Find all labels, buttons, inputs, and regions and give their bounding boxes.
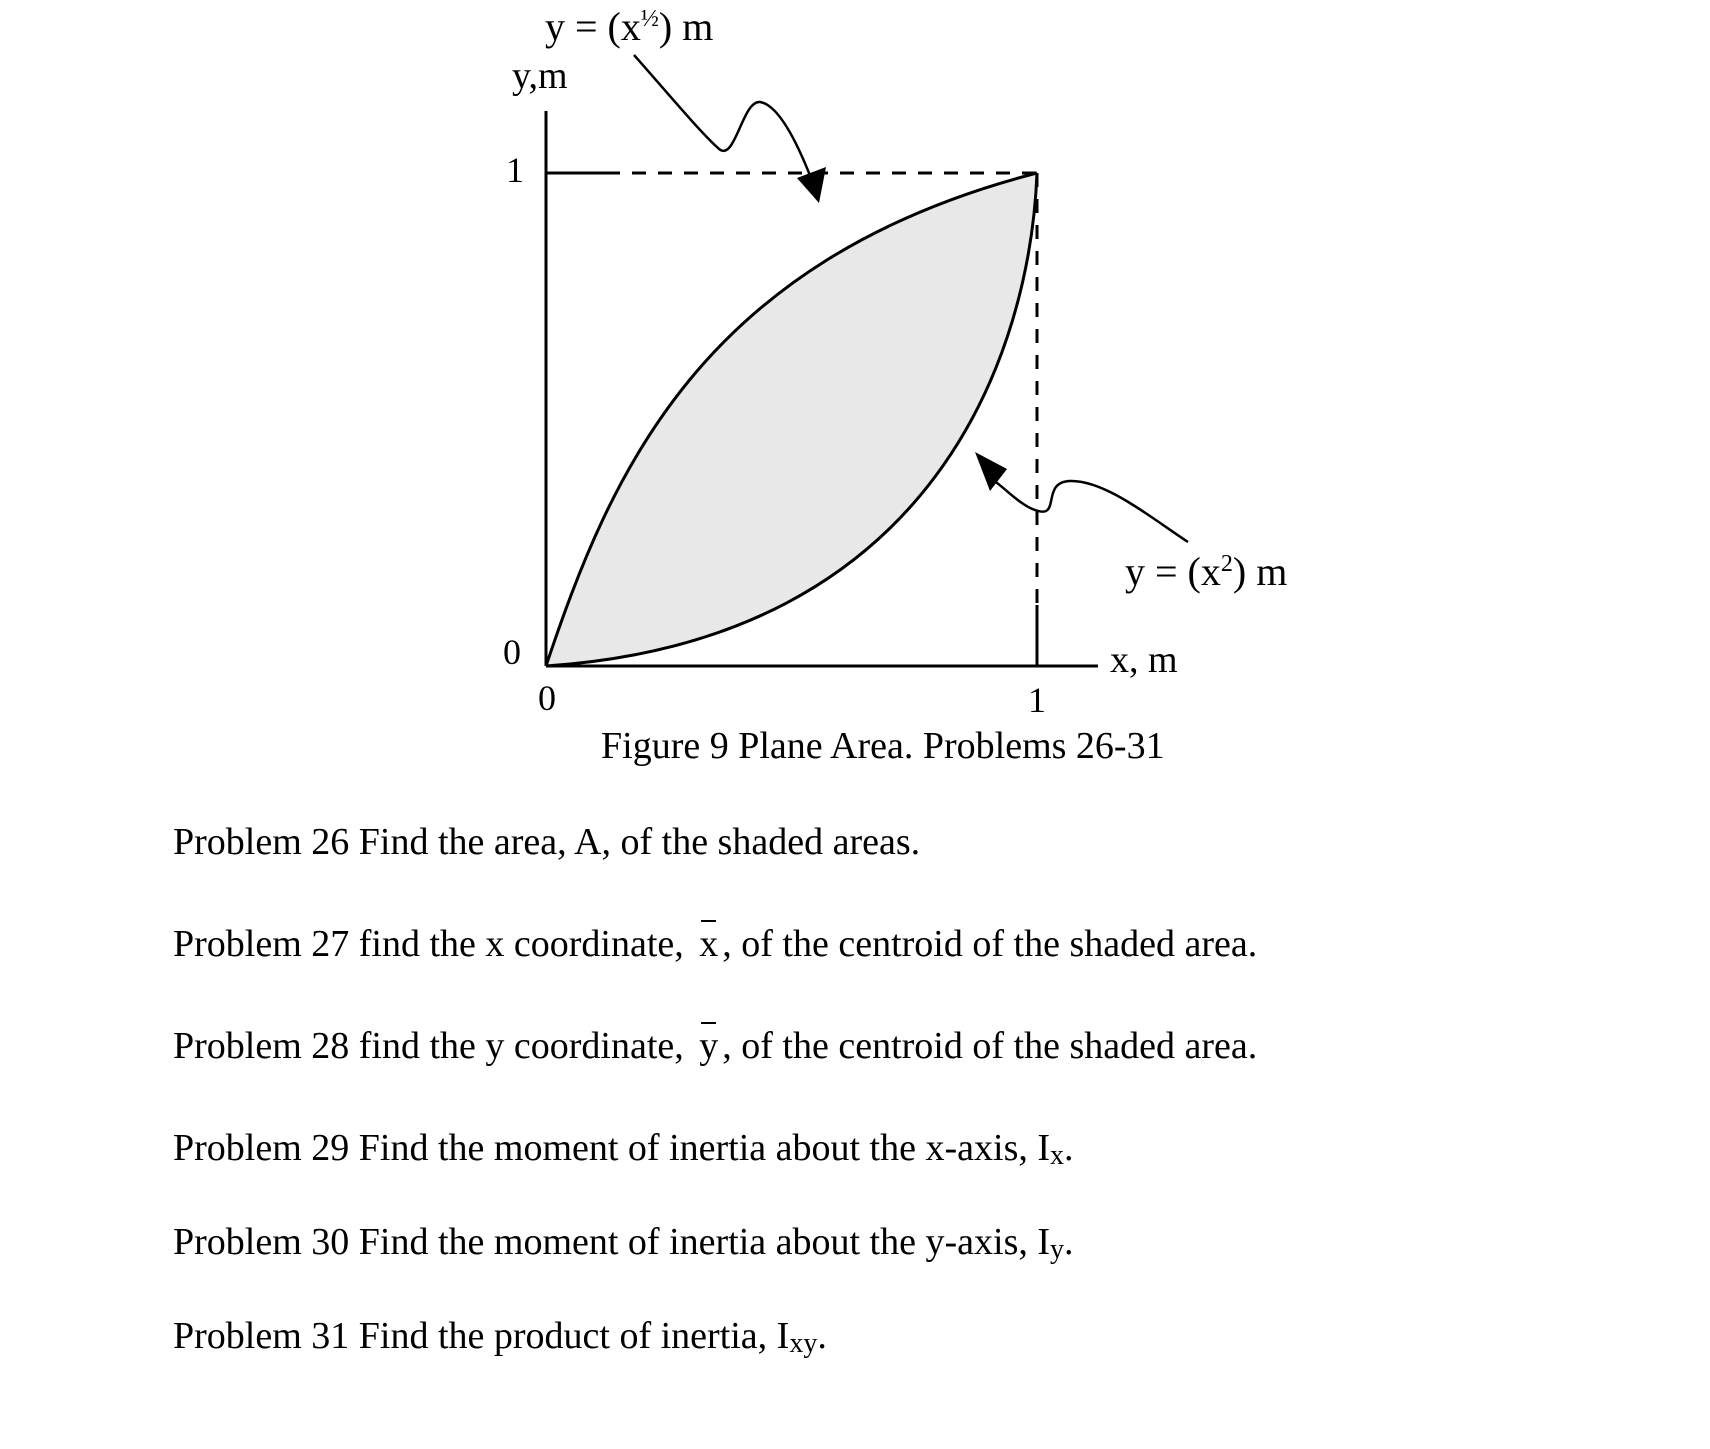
problem-31: Problem 31 Find the product of inertia, Ixy. <box>173 1315 827 1359</box>
y-tick-label-1: 1 <box>506 150 524 190</box>
y-tick-label-0: 0 <box>503 632 521 672</box>
problem-28: Problem 28 find the y coordinate, y , of the centroid of the shaded area. <box>173 1022 1257 1070</box>
y-axis-label: y,m <box>512 55 568 97</box>
label-upper-curve: $y = (x^{\frac{1}{2}})$ m <box>545 4 714 49</box>
shaded-area <box>546 173 1037 666</box>
leader-upper-curve <box>634 55 811 178</box>
problem-30: Problem 30 Find the moment of inertia about the y-axis, Iy. <box>173 1221 1074 1265</box>
leader-lower-curve <box>993 480 1188 542</box>
x-axis-label: x, m <box>1110 639 1178 681</box>
figure-caption: Figure 9 Plane Area. Problems 26-31 <box>601 725 1165 767</box>
problem-29: Problem 29 Find the moment of inertia about the x-axis, Ix. <box>173 1127 1074 1171</box>
problem-26: Problem 26 Find the area, A, of the shaded areas. <box>173 821 921 863</box>
y-bar-symbol: y <box>699 1022 718 1070</box>
x-bar-symbol: x <box>699 920 718 968</box>
label-lower-curve: $y = (x^2)$ m <box>1125 549 1288 594</box>
x-tick-label-1: 1 <box>1028 680 1046 720</box>
x-tick-label-0: 0 <box>538 678 556 718</box>
problem-27: Problem 27 find the x coordinate, x , of the centroid of the shaded area. <box>173 920 1257 968</box>
arrowhead-lower <box>975 452 1007 491</box>
